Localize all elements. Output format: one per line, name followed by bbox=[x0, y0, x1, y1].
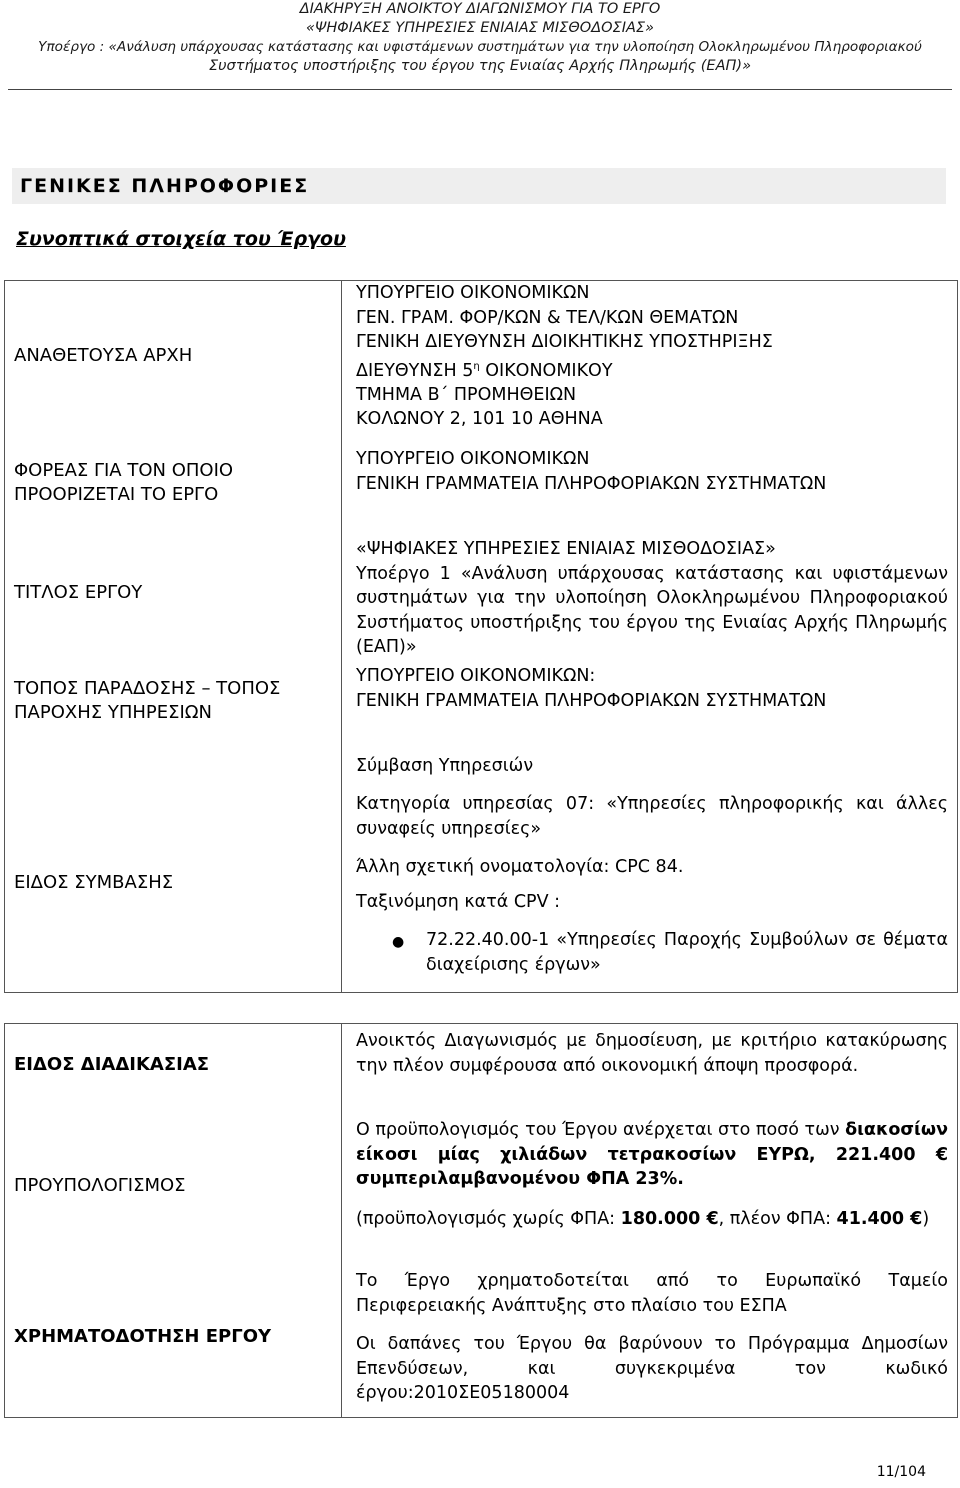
value-line: ΤΜΗΜΑ Β΄ ΠΡΟΜΗΘΕΙΩΝ bbox=[356, 384, 577, 405]
value-line: ΚΟΛΩΝΟΥ 2, 101 10 ΑΘΗΝΑ bbox=[356, 409, 603, 430]
page-number: 11/104 bbox=[876, 1464, 926, 1480]
value-xrimatodotisi-1: Το Έργο χρηματοδοτείται από το Ευρωπαϊκό Ταμείο Περιφερειακής Ανάπτυξης στο πλαίσιο του ΕΣΠΑ bbox=[356, 1271, 948, 1316]
budget-text: Ο προϋπολογισμός του Έργου ανέρχεται στο ποσό των bbox=[356, 1120, 840, 1140]
label-topos bbox=[14, 677, 280, 725]
value-cpv-item: 72.22.40.00-1 «Υπηρεσίες Παροχής Συμβούλων σε θέματα διαχείρισης έργων» bbox=[426, 930, 948, 975]
budget-vat: 41.400 € bbox=[836, 1209, 923, 1229]
label-proypologismos: ΠΡΟΥΠΟΛΟΓΙΣΜΟΣ bbox=[14, 1175, 186, 1196]
value-line: ΓΕΝΙΚΗ ΓΡΑΜΜΑΤΕΙΑ ΠΛΗΡΟΦΟΡΙΑΚΩΝ ΣΥΣΤΗΜΑΤΩΝ bbox=[356, 473, 827, 494]
budget-amount: διακοσίων είκοσι μίας χιλιάδων τετρακοσίων ΕΥΡΩ, 221.400 € συμπεριλαμβανομένου ΦΠΑ 23%. bbox=[356, 1120, 948, 1189]
value-line: ΥΠΟΥΡΓΕΙΟ ΟΙΚΟΝΟΜΙΚΩΝ bbox=[356, 283, 590, 303]
header-line-4: Συστήματος υποστήριξης του έργου της Ενιαίας Αρχής Πληρωμής (ΕΑΠ)» bbox=[208, 58, 752, 74]
value-symvasi: Σύμβαση Υπηρεσιών bbox=[356, 756, 534, 776]
superscript: η bbox=[473, 360, 480, 372]
budget-breakdown-text: (προϋπολογισμός χωρίς ΦΠΑ: bbox=[356, 1209, 621, 1229]
label-titlos-ergou: ΤΙΤΛΟΣ ΕΡΓΟΥ bbox=[14, 582, 143, 603]
value-line: ΥΠΟΥΡΓΕΙΟ ΟΙΚΟΝΟΜΙΚΩΝ: bbox=[356, 666, 596, 686]
label-eidos-symvasis: ΕΙΔΟΣ ΣΥΜΒΑΣΗΣ bbox=[14, 872, 174, 893]
label-line: ΦΟΡΕΑΣ ΓΙΑ ΤΟΝ ΟΠΟΙΟ bbox=[14, 460, 234, 481]
label-eidos-diadikasias: ΕΙΔΟΣ ΔΙΑΔΙΚΑΣΙΑΣ bbox=[14, 1054, 210, 1075]
label-foreas bbox=[14, 459, 233, 507]
column-divider bbox=[341, 1024, 342, 1417]
header-line-1: ΔΙΑΚΗΡΥΞΗ ΑΝΟΙΚΤΟΥ ΔΙΑΓΩΝΙΣΜΟΥ ΓΙΑ ΤΟ ΕΡΓΟ bbox=[299, 1, 661, 17]
label-xrimatodotisi: ΧΡΗΜΑΤΟΔΟΤΗΣΗ ΕΡΓΟΥ bbox=[14, 1326, 272, 1347]
header-line-2: «ΨΗΦΙΑΚΕΣ ΥΠΗΡΕΣΙΕΣ ΕΝΙΑΙΑΣ ΜΙΣΘΟΔΟΣΙΑΣ» bbox=[306, 20, 654, 36]
bullet-icon: ● bbox=[392, 934, 405, 950]
value-onomatologia: Άλλη σχετική ονοματολογία: CPC 84. bbox=[356, 857, 684, 877]
value-eidos-diadikasias: Ανοικτός Διαγωνισμός με δημοσίευση, με κριτήριο κατακύρωσης την πλέον συμφέρουσα από οικονομική άποψη προσφορά. bbox=[356, 1031, 948, 1076]
header-line-3: Υποέργο : «Ανάλυση υπάρχουσας κατάστασης και υφιστάμενων συστημάτων για την υλοποίηση Ολοκληρωμένου Πληροφοριακού bbox=[38, 39, 922, 55]
value-katigoria: Κατηγορία υπηρεσίας 07: «Υπηρεσίες πληροφορικής και άλλες συναφείς υπηρεσίες» bbox=[356, 794, 948, 839]
value-paragraph: Υποέργο 1 «Ανάλυση υπάρχουσας κατάστασης και υφιστάμενων συστημάτων για την υλοποίηση Ολοκληρωμένου Πληροφοριακού Συστήματος υποστήριξης του έργου της Ενιαίας Αρχής Πληρωμής (ΕΑΠ)» bbox=[356, 563, 948, 657]
value-line: ΓΕΝΙΚΗ ΔΙΕΥΘΥΝΣΗ ΔΙΟΙΚΗΤΙΚΗΣ ΥΠΟΣΤΗΡΙΞΗΣ bbox=[356, 332, 773, 352]
value-taxinomisi: Ταξινόμηση κατά CPV : bbox=[356, 892, 561, 912]
label-anathetousa-arxi: ΑΝΑΘΕΤΟΥΣΑ ΑΡΧΗ bbox=[14, 345, 193, 366]
value-text: ΟΙΚΟΝΟΜΙΚΟΥ bbox=[479, 360, 613, 381]
value-proypologismos bbox=[356, 1118, 948, 1192]
budget-breakdown-text: , πλέον ΦΠΑ: bbox=[718, 1209, 837, 1229]
value-line: ΓΕΝΙΚΗ ΓΡΑΜΜΑΤΕΙΑ ΠΛΗΡΟΦΟΡΙΑΚΩΝ ΣΥΣΤΗΜΑΤΩΝ bbox=[356, 690, 827, 711]
value-line: ΓΕΝ. ΓΡΑΜ. ΦΟΡ/ΚΩΝ & ΤΕΛ/ΚΩΝ ΘΕΜΑΤΩΝ bbox=[356, 307, 739, 328]
value-line bbox=[356, 355, 948, 383]
value-line: ΥΠΟΥΡΓΕΙΟ ΟΙΚΟΝΟΜΙΚΩΝ bbox=[356, 449, 590, 469]
label-line: ΤΟΠΟΣ ΠΑΡΑΔΟΣΗΣ – ΤΟΠΟΣ bbox=[14, 678, 281, 699]
header-divider bbox=[8, 89, 952, 90]
subtitle: Συνοπτικά στοιχεία του Έργου bbox=[16, 228, 346, 250]
value-text: ΔΙΕΥΘΥΝΣΗ 5 bbox=[356, 360, 474, 381]
value-titlos-ergou bbox=[356, 537, 948, 660]
document-header bbox=[0, 0, 960, 76]
column-divider bbox=[341, 281, 342, 992]
value-anathetousa-arxi bbox=[356, 281, 948, 432]
value-topos bbox=[356, 664, 948, 713]
value-line: «ΨΗΦΙΑΚΕΣ ΥΠΗΡΕΣΙΕΣ ΕΝΙΑΙΑΣ ΜΙΣΘΟΔΟΣΙΑΣ» bbox=[356, 539, 776, 559]
budget-without-vat: 180.000 € bbox=[620, 1209, 719, 1229]
value-xrimatodotisi-2: Οι δαπάνες του Έργου θα βαρύνουν το Πρόγραμμα Δημοσίων Επενδύσεων, και συγκεκριμένα τον κωδικό έργου:2010ΣΕ05180004 bbox=[356, 1334, 948, 1403]
value-budget-breakdown bbox=[356, 1207, 948, 1232]
label-line: ΠΡΟΟΡΙΖΕΤΑΙ ΤΟ ΕΡΓΟ bbox=[14, 484, 219, 505]
budget-breakdown-text: ) bbox=[922, 1209, 930, 1229]
section-title: ΓΕΝΙΚΕΣ ΠΛΗΡΟΦΟΡΙΕΣ bbox=[12, 168, 946, 204]
value-foreas bbox=[356, 447, 948, 496]
label-line: ΠΑΡΟΧΗΣ ΥΠΗΡΕΣΙΩΝ bbox=[14, 702, 213, 723]
